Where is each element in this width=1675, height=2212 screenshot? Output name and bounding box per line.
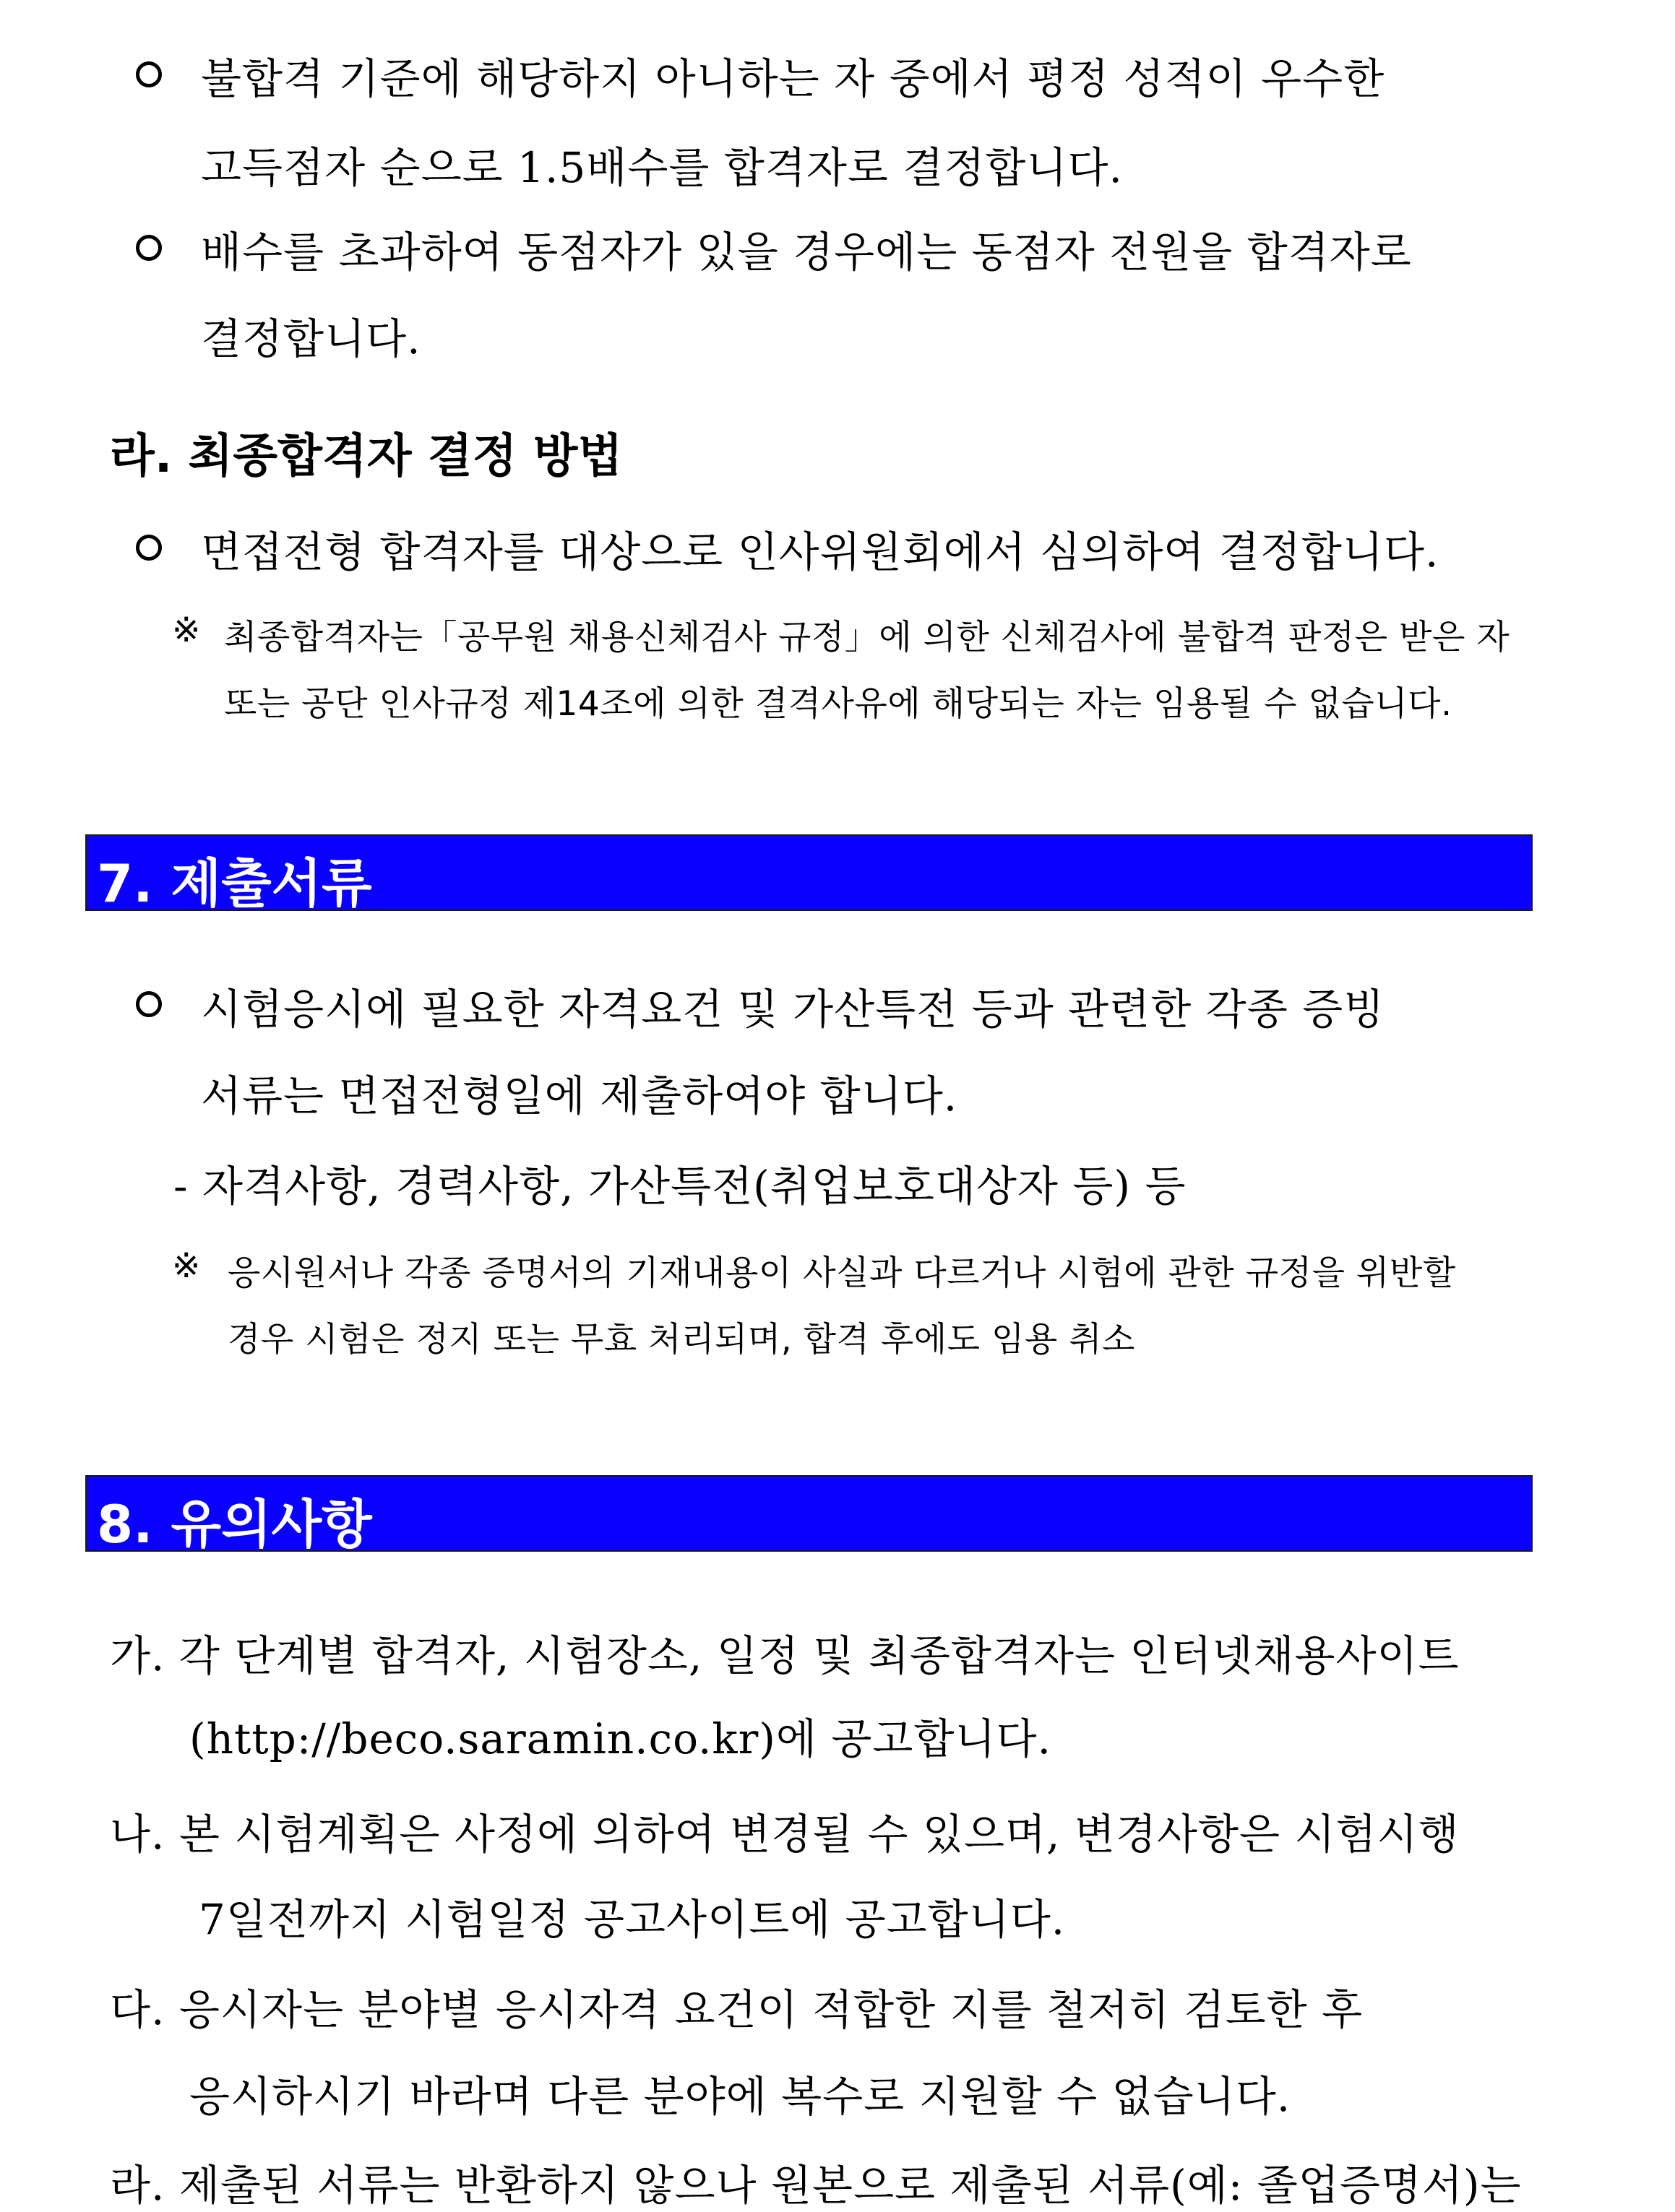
paragraph-line: - 자격사항, 경력사항, 가산특전(취업보호대상자 등) 등 [173,1162,1187,1211]
paragraph-line: 라. 제출된 서류는 반환하지 않으나 원본으로 제출된 서류(예: 졸업증명서)는 [110,2161,1522,2210]
paragraph-line: 고득점자 순으로 1.5배수를 합격자로 결정합니다. [201,143,1123,192]
paragraph-line: 7일전까지 시험일정 공고사이트에 공고합니다. [199,1895,1066,1944]
section-header-bar [85,1475,1533,1555]
circle-bullet-icon [136,235,162,261]
circle-bullet-icon [136,61,162,87]
note-marker: ※ [172,1246,201,1286]
circle-bullet-icon [136,991,162,1017]
section-title: 7. 제출서류 [97,853,372,914]
note-line: 최종합격자는「공무원 채용신체검사 규정」에 의한 신체검사에 불합격 판정은 받은 자 [224,618,1510,657]
section-title: 8. 유의사항 [97,1494,372,1555]
subsection-heading: 라. 최종합격자 결정 방법 [110,430,623,483]
paragraph-line: 나. 본 시험계획은 사정에 의하여 변경될 수 있으며, 변경사항은 시험시행 [110,1810,1460,1859]
note-line: 경우 시험은 정지 또는 무효 처리되며, 합격 후에도 임용 취소 [228,1320,1136,1360]
paragraph-line: 결정합니다. [201,314,421,363]
section-header-bar [85,834,1533,914]
paragraph-line: 다. 응시자는 분야별 응시자격 요건이 적합한 지를 철저히 검토한 후 [110,1985,1364,2034]
paragraph-line: 서류는 면접전형일에 제출하여야 합니다. [201,1071,958,1120]
paragraph-line: 배수를 초과하여 동점자가 있을 경우에는 동점자 전원을 합격자로 [201,228,1412,277]
paragraph-line: 시험응시에 필요한 자격요건 및 가산특전 등과 관련한 각종 증빙 [201,985,1385,1034]
note-line: 또는 공단 인사규정 제14조에 의한 결격사유에 해당되는 자는 임용될 수 없습니다. [224,684,1452,724]
circle-bullet-icon [136,535,162,561]
paragraph-line: (http://beco.saramin.co.kr)에 공고합니다. [189,1714,1051,1763]
paragraph-line: 면접전형 합격자를 대상으로 인사위원회에서 심의하여 결정합니다. [201,527,1439,576]
note-line: 응시원서나 각종 증명서의 기재내용이 사실과 다르거나 시험에 관한 규정을 위반할 [228,1253,1456,1293]
paragraph-line: 응시하시기 바라며 다른 분야에 복수로 지원할 수 없습니다. [189,2072,1291,2121]
note-marker: ※ [172,610,201,650]
paragraph-line: 불합격 기준에 해당하지 아니하는 자 중에서 평정 성적이 우수한 [201,54,1385,103]
paragraph-line: 가. 각 단계별 합격자, 시험장소, 일정 및 최종합격자는 인터넷채용사이트 [110,1631,1460,1680]
